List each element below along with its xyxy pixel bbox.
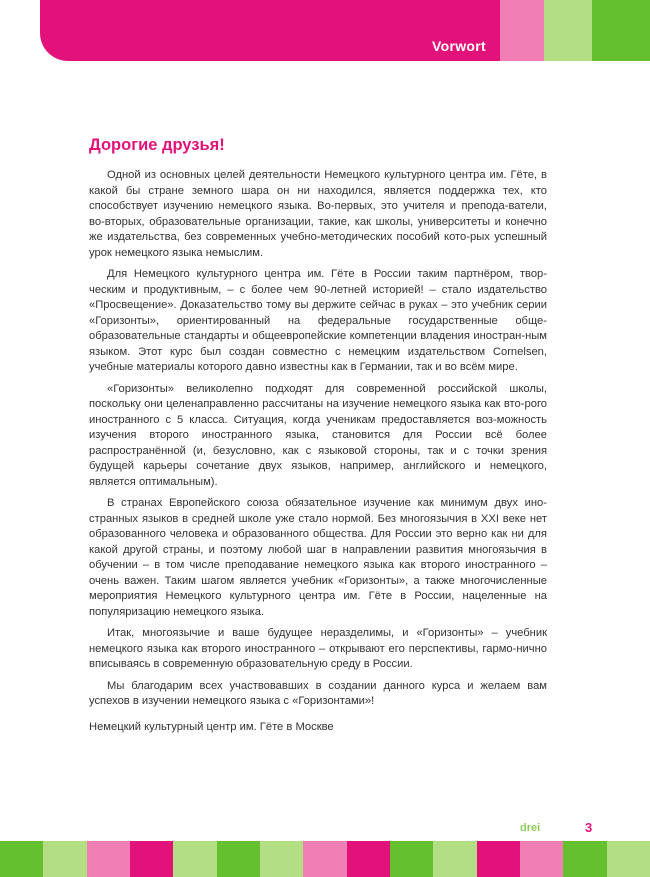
footer-stripe xyxy=(0,841,43,877)
signature: Немецкий культурный центр им. Гёте в Москве xyxy=(89,720,334,733)
paragraph-5: Итак, многоязычие и ваше будущее неразделимы, и «Горизонты» – учебник немецкого языка как второго иностранного – открывают его перспективы, гармо-нично вписываясь в современную образовательную среду в России. xyxy=(89,627,547,670)
footer-stripe xyxy=(390,841,433,877)
paragraph-1: Одной из основных целей деятельности Немецкого культурного центра им. Гёте, в какой бы стране земного шара он ни находился, является поддержка тех, кто способствует изучению немецкого языка. Во-первых, это учителя и препода-ватели, во-вторых, образовательные организации, такие, как школы, университеты и конечно же издательства, без современных учебно-методических пособий кото-рых успешный урок немецкого языка немыслим. xyxy=(89,169,547,259)
footer-stripe xyxy=(130,841,173,877)
paragraph-4: В странах Европейского союза обязательное изучение как минимум двух ино-странных языков в средней школе уже стало нормой. Без многоязычия в XXI веке нет образованного человека и образованного общества. Для России это верно как ни для какой другой страны, и поэтому любой шаг в направлении развития многоязычия в обучении – в том числе преподавание немецкого языка как второго иностранного – очень важен. Таким шагом является учебник «Горизонты», а также многочисленные мероприятия Немецкого культурного центра им. Гёте в России, нацеленные на популяризацию немецкого языка. xyxy=(89,497,547,618)
footer-stripe xyxy=(563,841,606,877)
header-light-green-block xyxy=(544,0,592,61)
section-label: Vorwort xyxy=(432,38,486,54)
paragraph-3: «Горизонты» великолепно подходят для современной российской школы, поскольку они целенаправленно рассчитаны на изучение немецкого языка как вто-рого иностранного с 5 класса. Ситуация, когда ученикам предоставляется воз-можность изучения второго иностранного языка, становится для России всё более распространённой (и, безусловно, как с языковой стороны, так и с точки зрения будущей карьеры сочетание двух языков, например, английского и немецкого, является оптимальным). xyxy=(89,382,547,488)
body-text xyxy=(89,168,547,735)
header-magenta-block xyxy=(40,0,500,61)
footer-stripe xyxy=(217,841,260,877)
footer-stripe xyxy=(607,841,650,877)
footer-stripe xyxy=(520,841,563,877)
header-band xyxy=(0,0,650,61)
footer-stripe xyxy=(347,841,390,877)
footer-stripe xyxy=(43,841,86,877)
page-heading: Дорогие друзья! xyxy=(89,136,225,154)
header-green-block xyxy=(592,0,650,61)
footer-band xyxy=(0,841,650,877)
footer-stripe xyxy=(87,841,130,877)
paragraph-6: Мы благодарим всех участвовавших в создании данного курса и желаем вам успехов в изучении немецкого языка с «Горизонтами»! xyxy=(89,679,547,707)
footer-stripe xyxy=(303,841,346,877)
page-word: drei xyxy=(520,822,541,834)
header-pink-block xyxy=(500,0,544,61)
footer-stripe xyxy=(260,841,303,877)
footer-stripe xyxy=(477,841,520,877)
footer-stripe xyxy=(433,841,476,877)
footer-stripe xyxy=(173,841,216,877)
paragraph-2: Для Немецкого культурного центра им. Гёте в России таким партнёром, твор-ческим и продуктивным, – с более чем 90-летней историей! – стало издательство «Просвещение». Доказательство тому вы держите сейчас в руках – это учебник серии «Горизонты», ориентированный на федеральные государственные обще-образовательные стандарты и общеевропейские компетенции владения иностран-ным языком. Этот курс был создан совместно с немецким издательством Cornelsen, учебные материалы которого давно известны как в Германии, так и во всём мире. xyxy=(89,268,547,373)
page-number: 3 xyxy=(585,820,593,835)
